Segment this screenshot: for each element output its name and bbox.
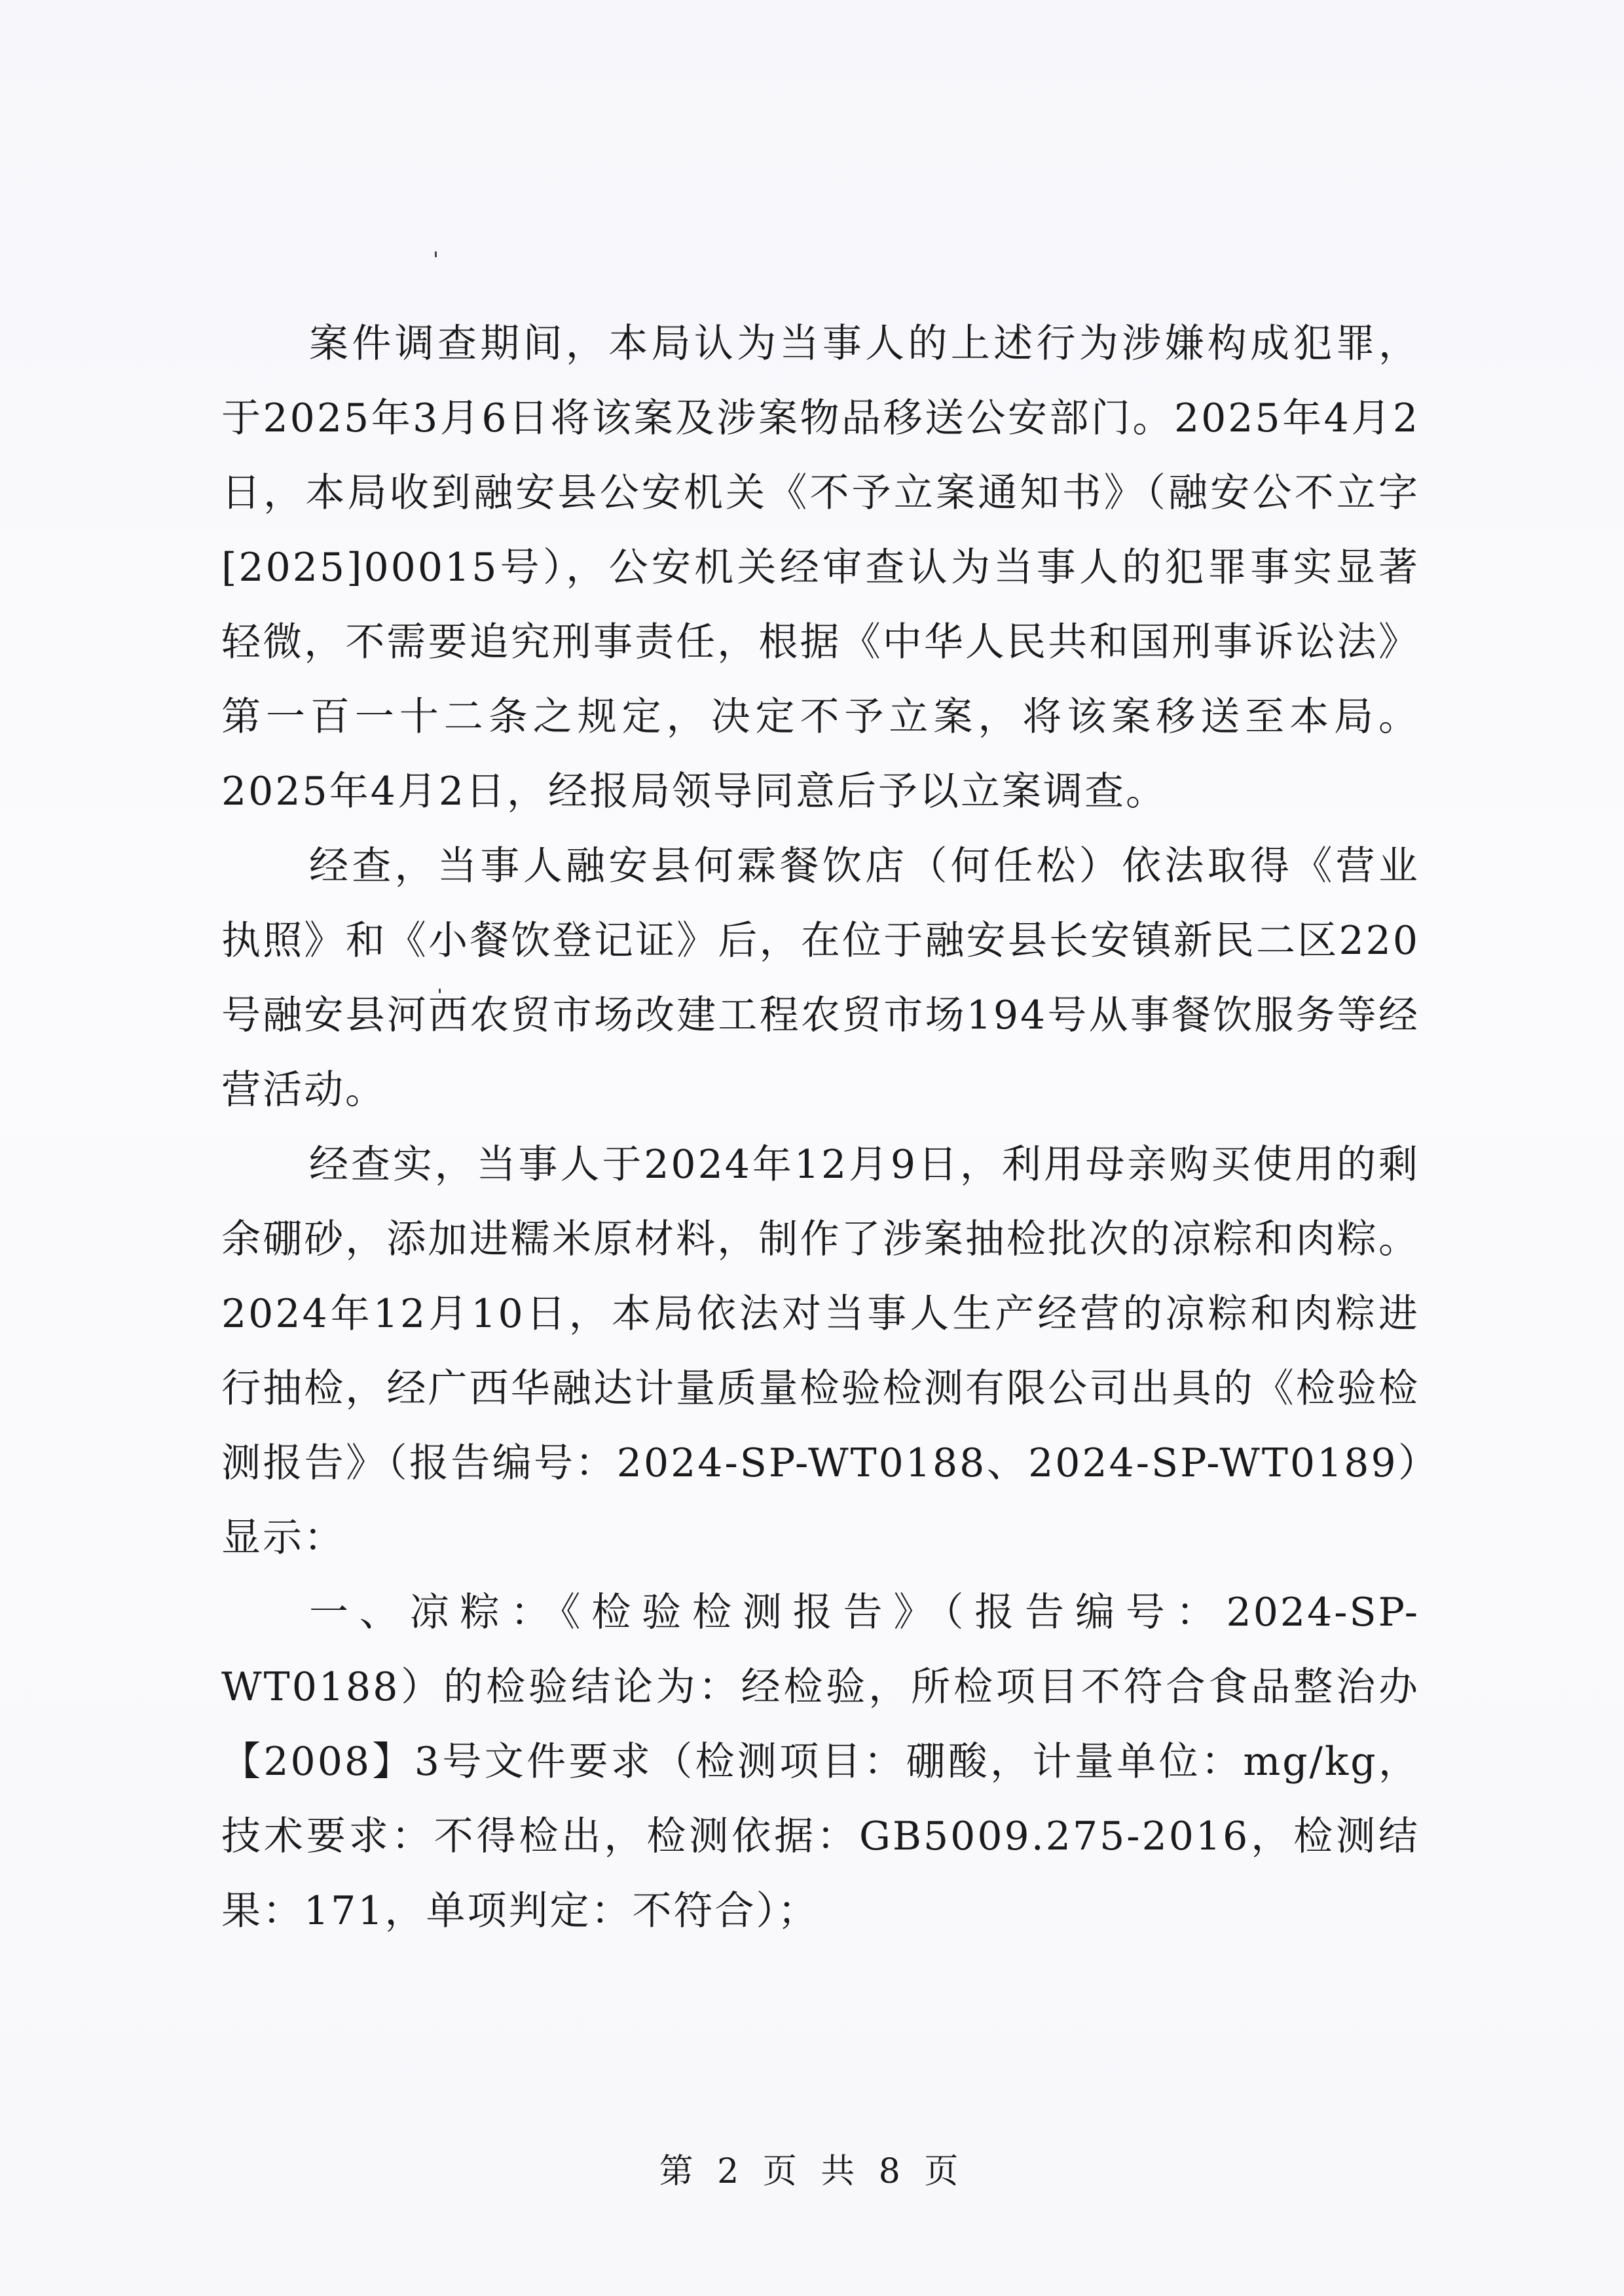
paragraph-test-result-liangzong: 一、凉粽：《检验检测报告》（报告编号：2024-SP-WT0188）的检验结论为：经检验，所检项目不符合食品整治办【2008】3号文件要求（检测项目：硼酸，计量单位：mg/kg，技术要求：不得检出，检测依据：GB5009.275-2016，检测结果：171，单项判定：不符合）；: [221, 1590, 1420, 1934]
paragraph-case-transfer: 案件调查期间，本局认为当事人的上述行为涉嫌构成犯罪，于2025年3月6日将该案及涉案物品移送公安部门。2025年4月2日，本局收到融安县公安机关《不予立案通知书》（融安公不立字[2025]00015号），公安机关经审查认为当事人的犯罪事实显著轻微，不需要追究刑事责任，根据《中华人民共和国刑事诉讼法》第一百一十二条之规定，决定不予立案，将该案移送至本局。2025年4月2日，经报局领导同意后予以立案调查。: [221, 321, 1420, 814]
scan-speck: [435, 251, 437, 257]
page-number-footer: 第 2 页 共 8 页: [659, 2152, 965, 2191]
paragraph-business-license: 经查，当事人融安县何霖餐饮店（何任松）依法取得《营业执照》和《小餐饮登记证》后，在位于融安县长安镇新民二区220号融安县河西农贸市场改建工程农贸市场194号从事餐饮服务等经营活动。: [221, 843, 1420, 1113]
paragraph-investigation-findings: 经查实，当事人于2024年12月9日，利用母亲购买使用的剩余硼砂，添加进糯米原材料，制作了涉案抽检批次的凉粽和肉粽。2024年12月10日，本局依法对当事人生产经营的凉粽和肉粽进行抽检，经广西华融达计量质量检验检测有限公司出具的《检验检测报告》（报告编号：2024-SP-WT0188、2024-SP-WT0189）显示：: [221, 1142, 1420, 1561]
document-body: [221, 306, 1420, 1948]
